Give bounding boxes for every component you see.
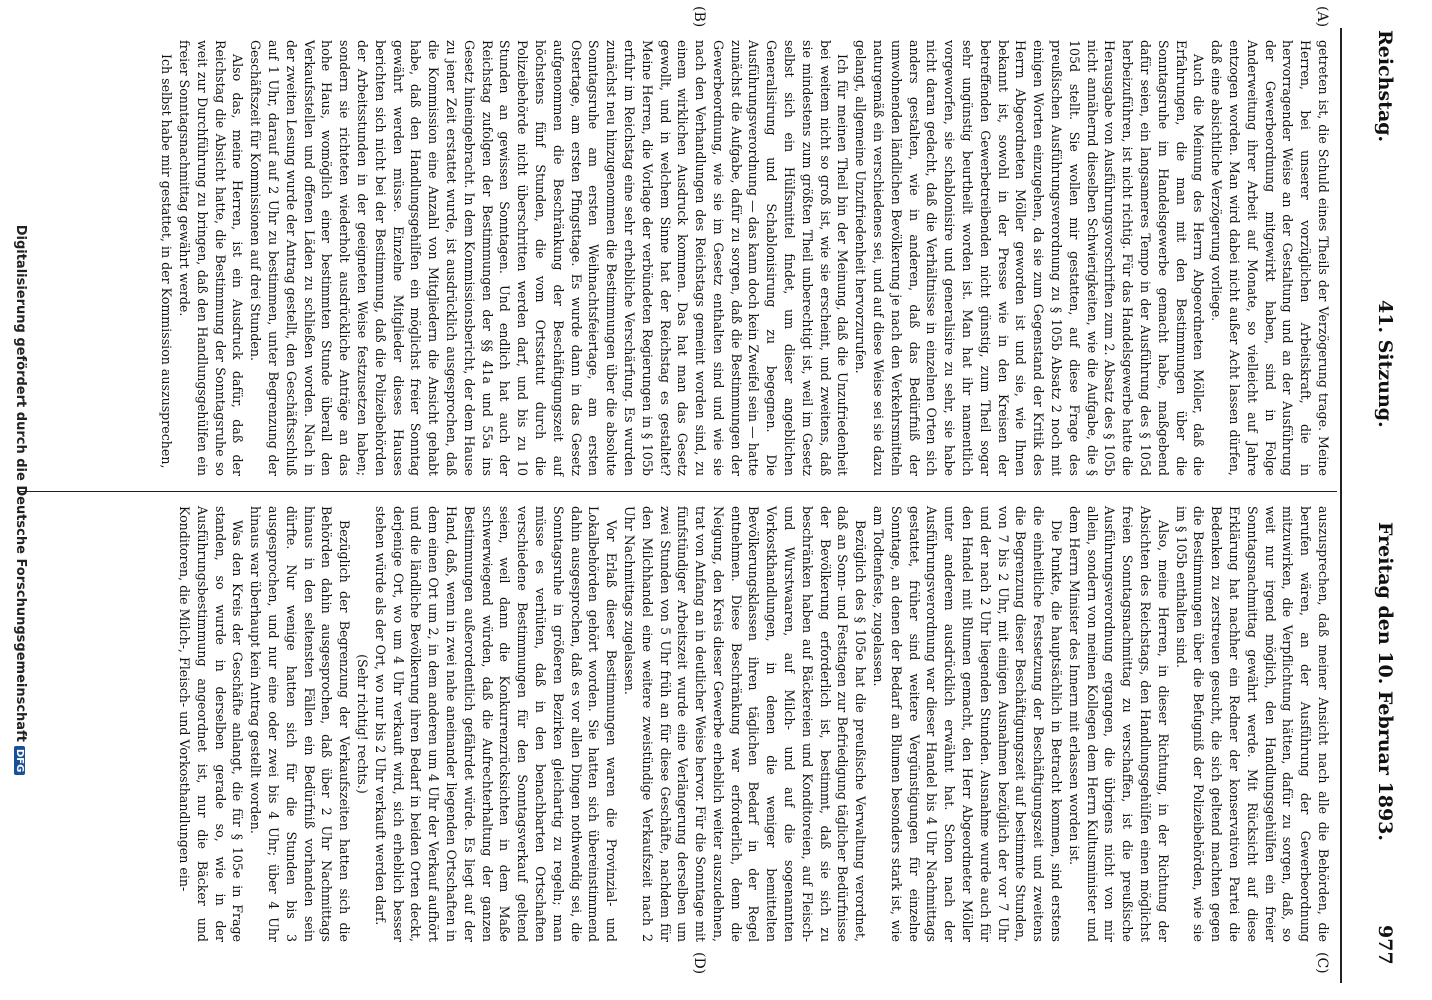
- credit-text: Digitalisierung gefördert durch die Deutsche Forschungsgemeinschaft: [13, 224, 28, 742]
- margin-marker-d: (D): [691, 952, 707, 975]
- paragraph: Auch die Meinung des Herrn Abgeordneten Möller, daß die Erfahrungen, die man mit den Bestimmungen über die Sonntagsruhe im Handelsgewerbe gemacht habe, maßgebend dafür seien, ein langsameres Tempo in der Ausführung des § 105d herbeizuführen, ist nicht richtig. Für das Handelsgewerbe hatte die Herausgabe von Ausführungsvorschriften zum 2. Absatz des § 105b nicht annähernd dieselben Schwierigkeiten, wie die Aufgabe, die § 105d stellt. Sie wollen mir gestatten, auf diese Frage des preußischen Ausführungsverordnung zu § 105b Absatz 2 noch mit einigen Worten einzugehen, da sie zum Gegenstand der Kritik des Herrn Abgeordneten Möller geworden ist und sie, wie Ihnen bekannt ist, sowohl in der Presse wie in den Kreisen der betreffenden Gewerbetreibenden nicht günstig, zum Theil sogar sehr ungünstig beurtheilt worden ist. Man hat ihr namentlich vorgeworfen, sie schablonisire und generalisire zu sehr, sie habe nicht daran gedacht, daß die Verhältnisse in einzelnen Orten sich anders gestalten, wie in anderen, daß das Bedürfniß der umwohnenden ländlichen Bevölkerung je nach den Verkehrsmitteln naturgemäß ein verschiedenes sei, und auf diese Weise sei sie dazu gelangt, allgemeine Unzufriedenheit hervorzurufen.: [853, 40, 1207, 476]
- paragraph: Bezüglich der Begrenzung der Verkaufszeiten hatten sich die Behörden dahin ausgesprochen, daß über 2 Uhr Nachmittags hinaus in den seltensten Fällen ein Bedürfniß vorhanden sein dürfte. Nur wenige hatten sich für die Stunden bis 3 ausgesprochen, und nur eine oder zwei bis 4 Uhr; über 4 Uhr hinaus war überhaupt kein Antrag gestellt worden.: [248, 506, 353, 942]
- paragraph: Ich selbst habe mir gestattet, in der Kommission auszusprechen,: [159, 54, 175, 469]
- header-chamber: Reichstag.: [1374, 30, 1396, 143]
- paragraph: Ich für meinen Theil bin der Meinung, daß die Unzufriedenheit bei weitem nicht so groß ist, wie sie erscheint, und zweitens, daß sie mindestens zum größten Theil unberechtigt ist, weil im Gesetz selbst sich ein Hülfsmittel findet, um dieser angeblichen Generalisirung und Schablonisirung zu begegnen. Die Ausführungsverordnung — das kann doch kein Zweifel sein — hatte zunächst die Aufgabe, dafür zu sorgen, daß die Bestimmungen der Gewerbeordnung, wie sie im Gesetz enthalten sind und wie sie nach den Verhandlungen des Reichstags gemeint worden sind, zu einem wirklichen Ausdruck kommen. Das hat man das Gesetz gewollt, und in welchem Sinne hat der Reichstag es gestaltet? Meine Herren, die Vorlage der verbündeten Regierungen in § 105b erfuhr im Reichstag eine sehr erhebliche Verschärfung. Es wurden zunächst neu hinzugenommen die Bestimmungen über die absolute Sonntagsruhe am ersten Weihnachtsfeiertage, am ersten Ostertage, am ersten Pfingsttage. Es wurde dann in das Gesetz aufgenommen die Beschränkung der Beschäftigungszeit auf höchstens fünf Stunden, die vom Ortsstatut durch die Polizeibehörde nicht überschritten werden darf, und bis zu 10 Stunden an gewissen Sonntagen. Und endlich hat auch der Reichstag zufolgen der Bestimmungen der §§ 41a und 55a ins Gesetz hineingebracht. In dem Kommissionsbericht, der dem Hause zu jener Zeit erstattet wurde, ist ausdrücklich ausgesprochen, daß die Kommission eine Anzahl von Mitgliedern die Ansicht gehabt habe, daß den Handlungsgehilfen ein möglichst freier Sonntag gewährt werden müsse. Einzelne Mitglieder dieses Hauses berichten sich nicht bei der Bestimmung, daß die Polizeibehörden der Arbeitsstunden in der geeigneten Weise festzusetzen haben; sondern sie richteten wiederholt ausdrückliche Anträge an das hohe Haus, womöglich einer bestimmten Stunde überall den Verkaufsstellen und offenen Läden zu schließen worden. Nach in der zweiten Lesung wurde der Antrag gestellt, den Geschäftsschluß auf 1 Uhr, darauf auf 2 Uhr zu bestimmen, unter Begrenzung der Geschäftszeit für Kommissionen auf drei Stunden.: [248, 40, 851, 476]
- paragraph: getreten ist, die Schuld eines Theils der Verzögerung trage. Meine Herren, bei unserer vorzüglichen Arbeitskraft, die in hervorragender Weise an der Gestaltung und an der Ausführung der Gewerbeordnung mitgewirkt haben, sind in Folge Anderweitung ihrer Arbeit auf Monate, so vielleicht auf Jahre entzogen worden. Man wird dabei nicht außer Acht lassen dürfen, daß eine absichtliche Verzögerung vorliege.: [1209, 40, 1331, 476]
- dfg-logo: DFG: [14, 746, 25, 775]
- header-page-number: 977: [1374, 925, 1396, 965]
- header-date: Freitag den 10. Februar 1893.: [1374, 522, 1396, 842]
- paragraph: Also, meine Herren, in dieser Richtung, in der Richtung der Absichten des Reichstags, den Handlungsgehülfen einen möglichst freien Sonntagsnachmittag zu verschaffen, ist die preußische Ausführungsverordnung ergangen, die übrigens nicht von mir allein, sondern von meinen Kollegen dem Herrn Kultusminister und dem Herrn Minister des Innern mit erlassen worden ist.: [1066, 506, 1171, 942]
- margin-marker-b: (B): [691, 6, 707, 28]
- paragraph: auszusprechen, daß meiner Ansicht nach alle die Behörden, die berufen wären, an der Ausführung der Gewerbeordnung mitzuwirken, die Verpflichtung hätten, dafür zu sorgen, daß, so weit nur irgend möglich, den Handlungsgehülfen ein freier Sonntagsnachmittag gewährt werde. Mit Rücksicht auf diese Erklärung hat nachher ein Redner der konservativen Partei die Bedenken zu zerstreuen gesucht, die sich geltend machten gegen die Bestimmungen über die Befugniß der Polizeibehörden, wie sie im § 105b enthalten sind.: [1173, 506, 1331, 942]
- paragraph: Bezüglich des § 105e hat die preußische Verwaltung verordnet, daß an Sonn- und Festtagen zur Befriedigung täglicher Bedürfnisse der Bevölkerung erforderlich ist, bestimmt, daß sie sich zu beschränken haben auf Bäckereien und Konditoreien, auf Fleisch- und Wurstwaaren, auf Milch- und auf die sogenannten Vorkostkhandlungen, in denen die weniger bemittelten Bevölkerungsklassen ihren täglichen Bedarf in der Regel entnehmen. Diese Beschränkung war erforderlich, denn die Neigung, den Kreis dieser Gewerbe erheblich weiter auszudehnen, trat von Anfang an in deutlicher Weise hervor. Für die Sonntage mit fünfstündiger Arbeitszeit wurde eine Verlängerung derselben um zwei Stunden von 5 Uhr früh an für diese Geschäfte, nachdem für den Milchhandel eine weitere zweistündige Verkaufszeit nach 2 Uhr Nachmittags zugelassen.: [621, 506, 869, 942]
- margin-marker-a: (A): [1314, 6, 1330, 28]
- digitization-credit: [13, 0, 28, 1000]
- paragraph: Was den Kreis der Geschäfte anlangt, die für § 105e in Frage standen, so wurde in derselben gerade so, wie in der Ausführungsbestimmung angeordnet ist, nur die Bäcker und Konditoren, die Milch-, Fleisch- und Vorkosthandlungen ein-: [177, 506, 246, 942]
- paragraph: Vor Erlaß dieser Bestimmungen waren die Provinzial- und Lokalbehörden gehört worden. Sie hatten sich übereinstimmend dahin ausgesprochen, daß es vor allen Dingen nothwendig sei, die Sonntagsruhe in größeren Bezirken gleichartig zu regeln; man müsse es verhüten, daß in den benachbarten Ortschaften verschiedene Bestimmungen für den Sonntagsverkauf geltend seien, weil dann die Konkurrenzrücksichten in dem Maße schwerwiegend würden, daß die Aufrechterhaltung der ganzen Bestimmungen außerordentlich gefährdet würde. Es liegt auf der Hand, daß, wenn in zwei nahe aneinander liegenden Ortschaften in dem einen Ort um 2, in dem anderen um 4 Uhr der Verkauf aufhört und die ländliche Bevölkerung ihren Bedarf in beiden Orten deckt, derjenige Ort, wo um 4 Uhr verkauft wird, sich erheblich besser stehen würde als der Ort, wo nur bis 2 Uhr verkauft werden darf.: [372, 506, 620, 942]
- margin-marker-c: (C): [1314, 952, 1330, 974]
- interjection: (Sehr richtig! rechts.): [354, 654, 370, 794]
- column-rule: [17, 491, 1337, 492]
- paragraph: Also das, meine Herren, ist ein Ausdruck dafür, daß der Reichstag die Absicht hatte, die Bestimmung der Sonntagsruhe so weit zur Durchführung zu bringen, daß den Handlungsgehülfen ein freier Sonntagsnachmittag gewährt werde.: [177, 40, 246, 476]
- header-rule: [1340, 28, 1342, 983]
- paragraph: Die Punkte, die hauptsächlich in Betracht kommen, sind erstens die einheitliche Festsetzung der Beschäftigungszeit und zweitens die Begrenzung dieser Beschäftigungszeit auf bestimmte Stunden, von 7 bis 2 Uhr, mit einigen Ausnahmen bezüglich der vor 7 Uhr und der nach 2 Uhr liegenden Stunden. Ausnahme wurde auch für den Handel mit Blumen gemacht, den Herr Abgeordneter Möller unter anderem ausdrücklich erwähnt hat. Schon nach der Ausführungsverordnung war dieser Handel bis 4 Uhr Nachmittags gestattet, früher sind weitere Vergünstigungen für einzelne Sonntage, an denen der Bedarf an Blumen besonders stark ist, wie am Todtenfeste, zugelassen.: [871, 506, 1065, 942]
- right-text-column: [175, 506, 1332, 942]
- header-session: 41. Sitzung.: [1374, 300, 1396, 428]
- left-text-column: [157, 40, 1332, 476]
